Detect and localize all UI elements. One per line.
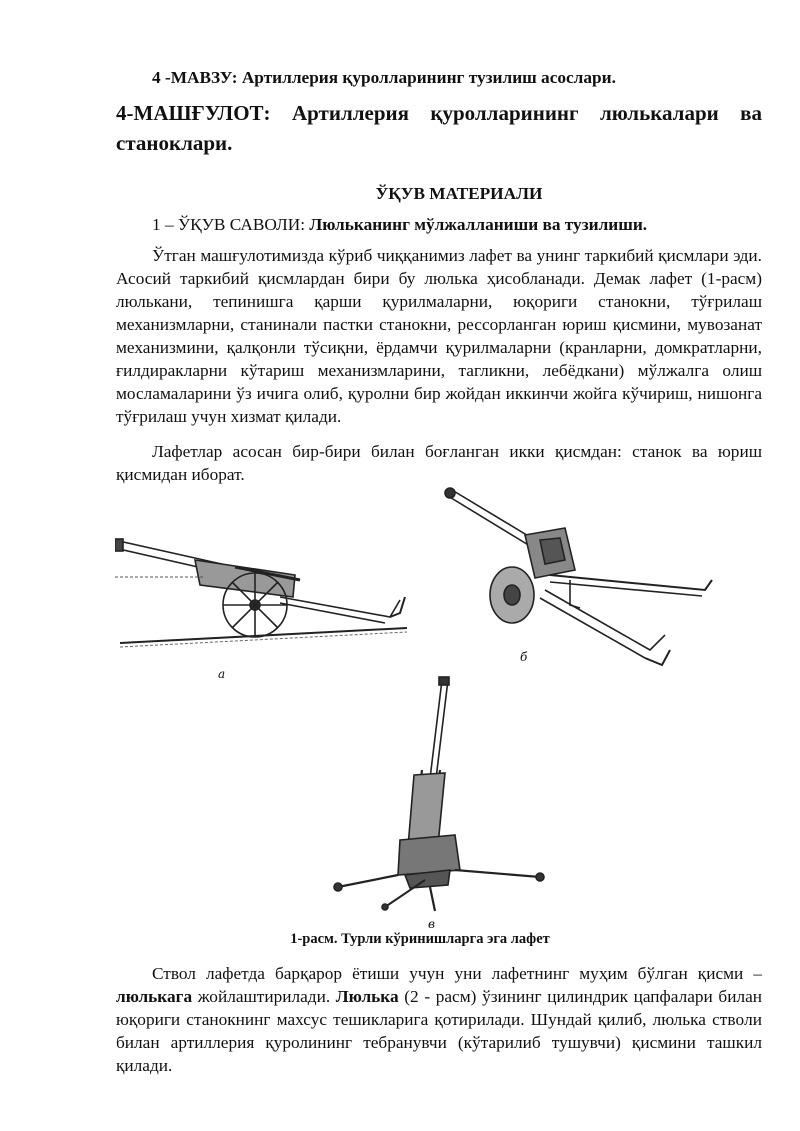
paragraph-3-bold-1: люлькага	[116, 987, 193, 1006]
lesson-heading: 4-МАШҒУЛОТ: Артиллерия қуролларининг люлькалари ва станоклари.	[116, 101, 762, 155]
figure-b-label: б	[520, 650, 528, 664]
figure-c-label: в	[428, 917, 435, 931]
study-question	[152, 213, 772, 236]
question-title: Люльканинг мўлжалланиши ва тузилиши.	[309, 215, 648, 234]
paragraph-3-text-1: Ствол лафетда барқарор ётиши учун уни лафетнинг муҳим бўлган қисми –	[152, 964, 762, 983]
figure-a-gun-illustration	[115, 525, 415, 655]
figure-caption: 1-расм. Турли кўринишларга эга лафет	[290, 931, 550, 947]
paragraph-3-text-2: жойлаштирилади.	[192, 987, 336, 1006]
topic-heading: 4 -МАВЗУ: Артиллерия қуролларининг тузилиш асослари.	[152, 68, 616, 87]
figure-c-gun-illustration	[330, 675, 560, 915]
figure-b-gun-illustration	[440, 480, 730, 680]
paragraph-3-bold-2: Люлька	[335, 987, 399, 1006]
paragraph-2: Лафетлар асосан бир-бири билан боғланган икки қисмдан: станок ва юриш қисмидан иборат.	[116, 442, 762, 484]
paragraph-1: Ўтган машғулотимизда кўриб чиққанимиз лафет ва унинг таркибий қисмлари эди. Асосий таркибий қисмлардан бири бу люлька ҳисобланади. Демак лафет (1-расм) люлькани, тепинишга қарши қурилмаларни, юқориги станокни, тўғрилаш механизмларни, станинали пастки станокни, рессорланган юриш қисмини, мувозанат механизмини, қалқонли тўсиқни, ёрдамчи қурилмаларни (кранларни, домкратларни, ғилдиракларни кўтариш механизмларини, тагликни, лебёдкани) мўлжалга олиш мосламаларини ўз ичига олиб, қуролни бир жойдан иккинчи жойга кўчириш, нишонга тўғрилаш учун хизмат қилади.	[116, 246, 762, 426]
question-prefix: 1 – ЎҚУВ САВОЛИ:	[152, 215, 310, 234]
figure-a-label: а	[218, 667, 226, 681]
paragraph-3	[116, 962, 762, 1077]
section-title: ЎҚУВ МАТЕРИАЛИ	[375, 184, 543, 203]
paragraph-3-text-3: (2 - расм) ўзининг цилиндрик цапфалари билан юқориги станокнинг махсус тешикларига қотирилади. Шундай қилиб, люлька ствoли билан артиллерия қуролининг тебранувчи (кўтарилиб тушувчи) қисмини ташкил қилади.	[116, 987, 762, 1075]
